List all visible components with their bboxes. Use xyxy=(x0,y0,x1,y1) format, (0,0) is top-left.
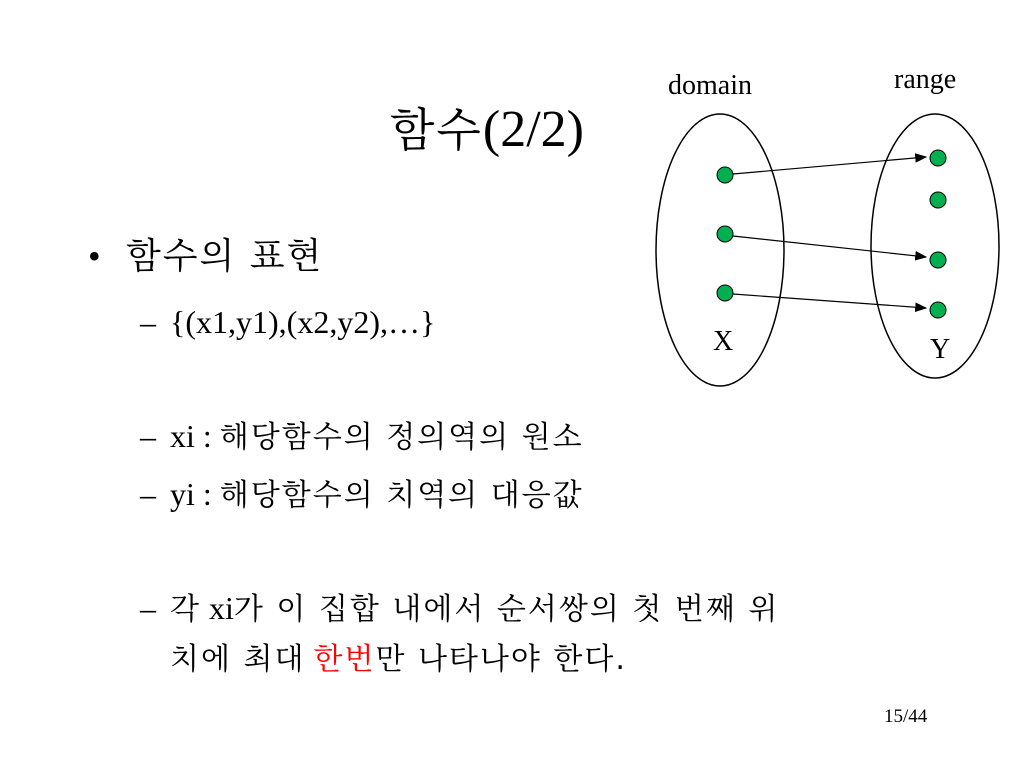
set-y-label: Y xyxy=(930,334,951,365)
constraint-line2-post: 만 나타나야 한다. xyxy=(375,642,627,677)
title-suffix: (2/2) xyxy=(482,101,584,158)
constraint-highlight: 한번 xyxy=(313,642,376,677)
page-number: 15/44 xyxy=(884,706,928,727)
dash: – xyxy=(140,304,156,340)
xi-text: 해당함수의 정의역의 원소 xyxy=(219,420,584,455)
range-point xyxy=(930,302,946,318)
title-korean: 함수 xyxy=(390,103,483,157)
yi-text: 해당함수의 치역의 대응값 xyxy=(219,478,584,513)
range-point xyxy=(930,150,946,166)
dash: – xyxy=(140,590,156,626)
set-x-label: X xyxy=(713,326,734,357)
yi-label: yi : xyxy=(170,476,212,512)
dash: – xyxy=(140,476,156,512)
constraint-line2-pre: 치에 최대 xyxy=(170,642,306,677)
domain-point xyxy=(717,226,733,242)
mapping-arrow xyxy=(733,294,926,308)
range-point xyxy=(930,252,946,268)
domain-label: domain xyxy=(668,70,752,101)
xi-label: xi : xyxy=(170,418,212,454)
bullet-text: 함수의 표현 xyxy=(126,236,324,277)
constraint-var: xi xyxy=(208,590,234,626)
range-label: range xyxy=(894,64,957,95)
dash: – xyxy=(140,418,156,454)
range-point xyxy=(930,192,946,208)
constraint-line1: 가 이 집합 내에서 순서쌍의 첫 번째 위 xyxy=(233,592,780,627)
mapping-arrow xyxy=(733,236,926,257)
domain-point xyxy=(717,285,733,301)
domain-point xyxy=(717,167,733,183)
pairs-text: {(x1,y1),(x2,y2),…} xyxy=(170,304,436,340)
mapping-arrow xyxy=(733,157,926,174)
constraint-pre: 각 xyxy=(170,592,201,627)
bullet-dot: • xyxy=(88,236,101,276)
